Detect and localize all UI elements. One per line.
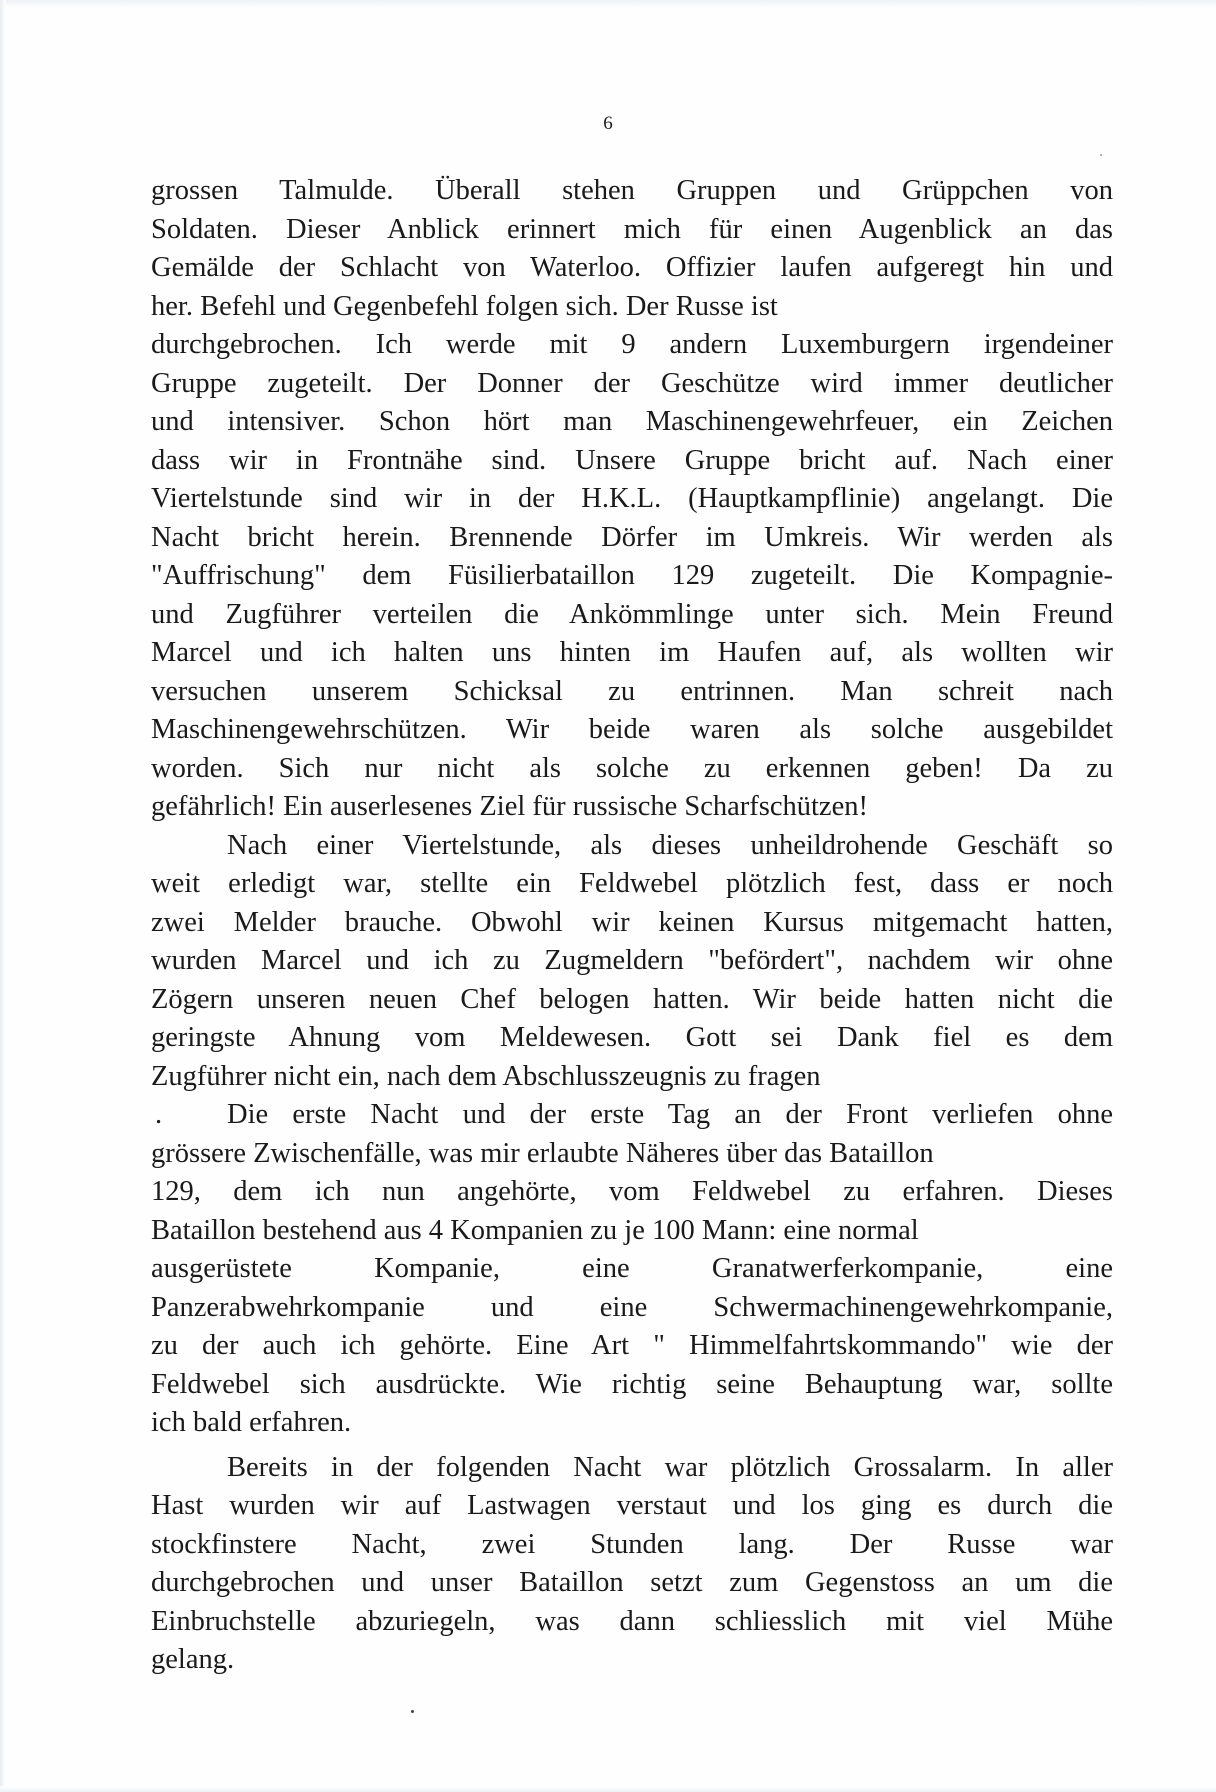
text-line: her. Befehl und Gegenbefehl folgen sich. Der Russe ist bbox=[151, 290, 778, 322]
scan-edge-top bbox=[0, 0, 1216, 8]
text-line: worden. Sich nur nicht als solche zu erkennen geben! Da zu bbox=[151, 752, 1113, 784]
text-line: zu der auch ich gehörte. Eine Art " Himmelfahrtskommando" wie der bbox=[151, 1330, 1113, 1361]
text-line: Einbruchstelle abzuriegeln, was dann schliesslich mit viel Mühe bbox=[151, 1605, 1113, 1637]
text-line: gefährlich! Ein auserlesenes Ziel für russische Scharfschützen! bbox=[151, 791, 868, 822]
text-line: ausgerüstete Kompanie, eine Granatwerferkompanie, eine bbox=[151, 1253, 1113, 1284]
text-line: durchgebrochen. Ich werde mit 9 andern Luxemburgern irgendeiner bbox=[151, 329, 1113, 360]
text-line: geringste Ahnung vom Meldewesen. Gott sei Dank fiel es dem bbox=[151, 1022, 1113, 1053]
text-line: gelang. bbox=[151, 1644, 235, 1675]
text-line: Zugführer nicht ein, nach dem Abschlusszeugnis zu fragen bbox=[151, 1060, 821, 1092]
text-line: ich bald erfahren. bbox=[151, 1407, 352, 1438]
text-line: Panzerabwehrkompanie und eine Schwermachinengewehrkompanie, bbox=[151, 1291, 1113, 1323]
text-line: dass wir in Frontnähe sind. Unsere Gruppe bricht auf. Nach einer bbox=[151, 444, 1113, 476]
text-line: "Auffrischung" dem Füsilierbataillon 129 zugeteilt. Die Kompagnie- bbox=[151, 560, 1113, 591]
scan-edge-bottom bbox=[0, 1786, 1216, 1792]
text-line: Gruppe zugeteilt. Der Donner der Geschütze wird immer deutlicher bbox=[151, 367, 1113, 399]
text-line: und intensiver. Schon hört man Maschinengewehrfeuer, ein Zeichen bbox=[151, 406, 1113, 437]
leading-dot: . bbox=[155, 1099, 163, 1130]
text-line: stockfinstere Nacht, zwei Stunden lang. Der Russe war bbox=[151, 1528, 1113, 1560]
text-line: durchgebrochen und unser Bataillon setzt zum Gegenstoss an um die bbox=[151, 1567, 1113, 1598]
text-line: versuchen unserem Schicksal zu entrinnen. Man schreit nach bbox=[151, 675, 1113, 707]
text-line: Zögern unseren neuen Chef belogen hatten. Wir beide hatten nicht die bbox=[151, 983, 1113, 1015]
text-line: und Zugführer verteilen die Ankömmlinge unter sich. Mein Freund bbox=[151, 598, 1113, 630]
text-line: Hast wurden wir auf Lastwagen verstaut und los ging es durch die bbox=[151, 1490, 1113, 1521]
body-text bbox=[151, 172, 1113, 1680]
text-line: Soldaten. Dieser Anblick erinnert mich für einen Augenblick an das bbox=[151, 213, 1113, 245]
text-line: Gemälde der Schlacht von Waterloo. Offizier laufen aufgeregt hin und bbox=[151, 252, 1113, 283]
text-line: Die erste Nacht und der erste Tag an der Front verliefen ohne bbox=[227, 1099, 1113, 1130]
text-line: Nach einer Viertelstunde, als dieses unheildrohende Geschäft so bbox=[227, 829, 1113, 861]
scan-edge-left bbox=[0, 0, 6, 1792]
text-line-with-dot bbox=[151, 1096, 1113, 1135]
scan-speck bbox=[411, 1710, 414, 1713]
text-line: grössere Zwischenfälle, was mir erlaubte Näheres über das Bataillon bbox=[151, 1137, 934, 1169]
text-line: Bataillon bestehend aus 4 Kompanien zu je 100 Mann: eine normal bbox=[151, 1214, 919, 1246]
text-line: weit erledigt war, stellte ein Feldwebel plötzlich fest, dass er noch bbox=[151, 868, 1113, 899]
scan-speck bbox=[1100, 154, 1102, 156]
text-line: Viertelstunde sind wir in der H.K.L. (Hauptkampflinie) angelangt. Die bbox=[151, 483, 1113, 514]
text-line: Feldwebel sich ausdrückte. Wie richtig seine Behauptung war, sollte bbox=[151, 1368, 1113, 1400]
page-number: 6 bbox=[603, 113, 613, 134]
text-line: Maschinengewehrschützen. Wir beide waren als solche ausgebildet bbox=[151, 714, 1113, 745]
text-line: Nacht bricht herein. Brennende Dörfer im Umkreis. Wir werden als bbox=[151, 521, 1113, 553]
text-line: 129, dem ich nun angehörte, vom Feldwebel zu erfahren. Dieses bbox=[151, 1176, 1113, 1207]
text-line: grossen Talmulde. Überall stehen Gruppen und Grüppchen von bbox=[151, 175, 1113, 206]
text-line: Bereits in der folgenden Nacht war plötzlich Grossalarm. In aller bbox=[227, 1451, 1113, 1483]
text-line: wurden Marcel und ich zu Zugmeldern "befördert", nachdem wir ohne bbox=[151, 945, 1113, 976]
text-line: zwei Melder brauche. Obwohl wir keinen Kursus mitgemacht hatten, bbox=[151, 906, 1113, 938]
text-line: Marcel und ich halten uns hinten im Haufen auf, als wollten wir bbox=[151, 637, 1113, 668]
